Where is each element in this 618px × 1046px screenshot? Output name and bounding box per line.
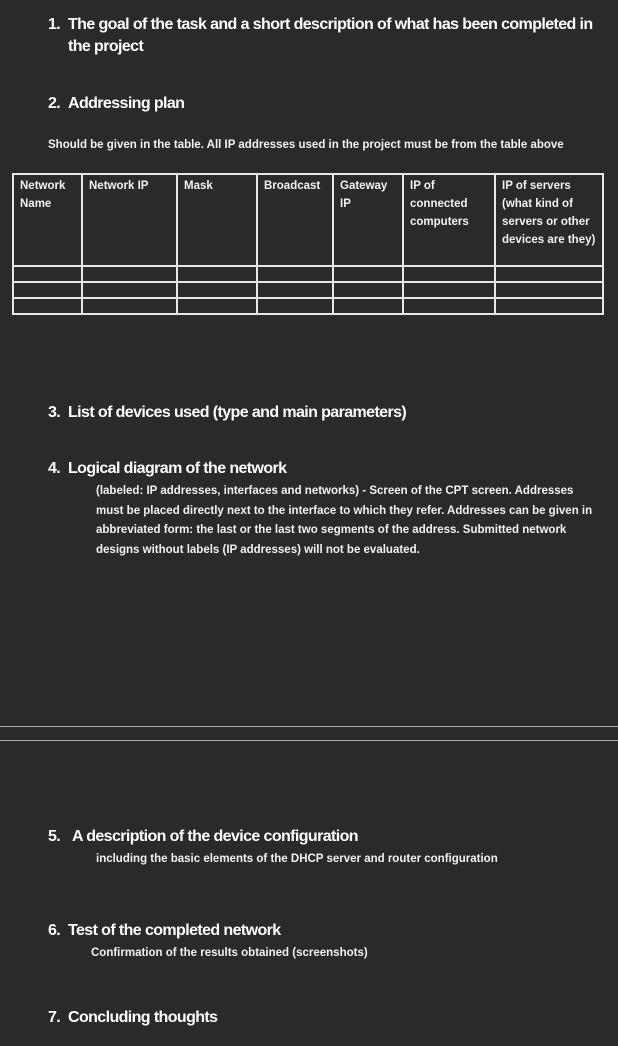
- table-cell[interactable]: [13, 282, 82, 298]
- section-4-number: 4.: [48, 460, 61, 477]
- table-cell[interactable]: [257, 266, 333, 282]
- table-cell[interactable]: [403, 282, 495, 298]
- table-cell[interactable]: [257, 282, 333, 298]
- table-header-cell: Network Name: [13, 174, 82, 266]
- section-5-title: A description of the device configuration: [72, 828, 358, 845]
- section-6-number: 6.: [48, 922, 61, 939]
- table-cell[interactable]: [495, 282, 603, 298]
- section-5-note: including the basic elements of the DHCP server and router configuration: [96, 853, 498, 865]
- table-header-cell: Network IP: [82, 174, 177, 266]
- table-row: [13, 266, 603, 282]
- table-header-cell: Gateway IP: [333, 174, 403, 266]
- section-1-number: 1.: [48, 16, 61, 33]
- section-2-note: Should be given in the table. All IP addresses used in the project must be from the table above: [48, 139, 564, 151]
- table-cell[interactable]: [495, 266, 603, 282]
- section-6-title: Test of the completed network: [68, 922, 281, 939]
- table-header-cell: IP of servers (what kind of servers or other devices are they): [495, 174, 603, 266]
- table-cell[interactable]: [333, 266, 403, 282]
- table-row: [13, 282, 603, 298]
- table-header-cell: IP of connected computers: [403, 174, 495, 266]
- page-bottom: [0, 741, 618, 1046]
- section-6-note: Confirmation of the results obtained (screenshots): [91, 947, 368, 959]
- table-cell[interactable]: [257, 298, 333, 314]
- table-cell[interactable]: [495, 298, 603, 314]
- table-cell[interactable]: [82, 282, 177, 298]
- table-cell[interactable]: [82, 266, 177, 282]
- table-cell[interactable]: [333, 282, 403, 298]
- table-cell[interactable]: [82, 298, 177, 314]
- section-2-title: Addressing plan: [68, 95, 185, 112]
- table-cell[interactable]: [403, 266, 495, 282]
- table-cell[interactable]: [403, 298, 495, 314]
- section-3-number: 3.: [48, 404, 61, 421]
- table-header-row: [13, 174, 603, 266]
- section-5-number: 5.: [48, 828, 61, 845]
- section-1-title: The goal of the task and a short description of what has been completed in the project: [68, 16, 593, 55]
- table-cell[interactable]: [177, 266, 257, 282]
- section-4-title: Logical diagram of the network: [68, 460, 287, 477]
- table-header-cell: Mask: [177, 174, 257, 266]
- table-cell[interactable]: [177, 298, 257, 314]
- table-header-cell: Broadcast: [257, 174, 333, 266]
- table-cell[interactable]: [13, 266, 82, 282]
- section-3-title: List of devices used (type and main parameters): [68, 404, 407, 421]
- section-7-number: 7.: [48, 1009, 61, 1026]
- section-4-note: (labeled: IP addresses, interfaces and networks) - Screen of the CPT screen. Addresses must be placed directly next to the interface to which they refer. Addresses can be given in abbreviated form: the last or the last two segments of the address. Submitted network designs without labels (IP addresses) will not be evaluated.: [96, 485, 593, 556]
- section-7-title: Concluding thoughts: [68, 1009, 218, 1026]
- page-break: [0, 726, 618, 741]
- addressing-plan-table: [12, 173, 604, 315]
- table-row: [13, 298, 603, 314]
- section-2-number: 2.: [48, 95, 61, 112]
- table-cell[interactable]: [13, 298, 82, 314]
- table-cell[interactable]: [177, 282, 257, 298]
- table-cell[interactable]: [333, 298, 403, 314]
